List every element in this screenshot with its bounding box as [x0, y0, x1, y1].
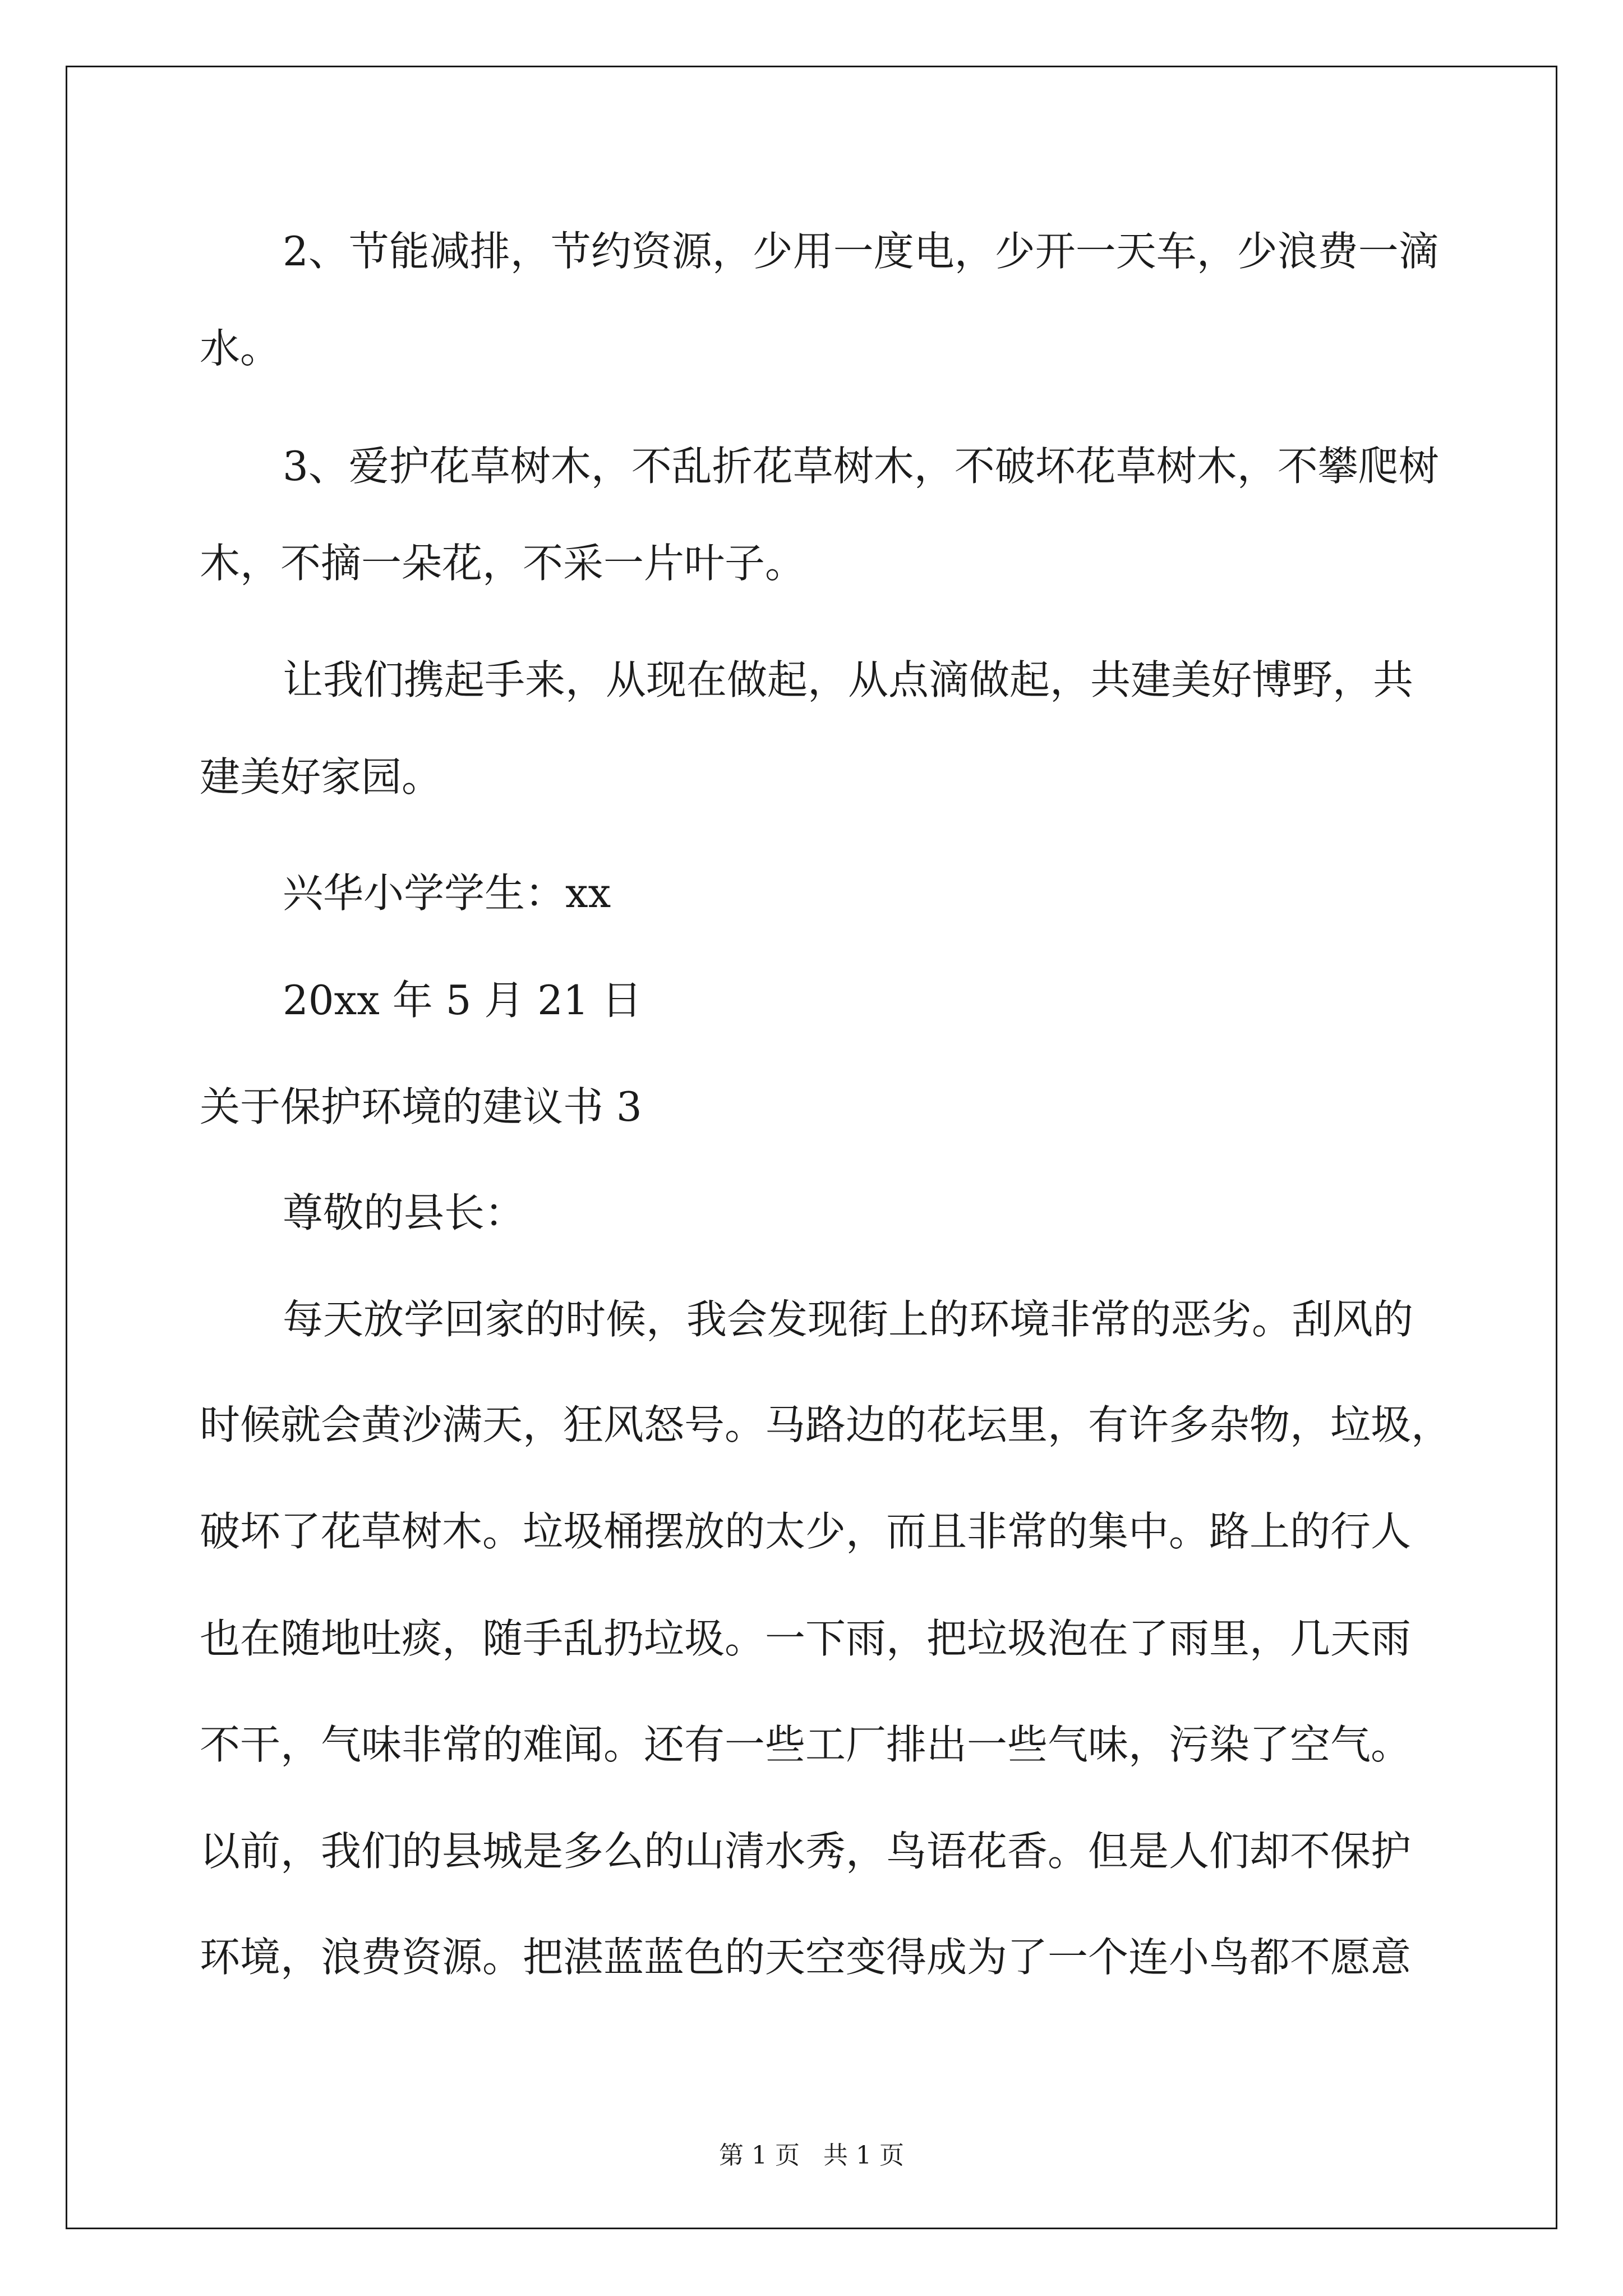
salutation-line: 尊敬的县长：	[283, 1189, 525, 1236]
paragraph-line: 让我们携起手来，从现在做起，从点滴做起，共建美好博野，共	[283, 656, 1414, 703]
paragraph-line: 木，不摘一朵花，不采一片叶子。	[200, 540, 806, 587]
paragraph-line: 水。	[200, 325, 281, 372]
paragraph-line: 时候就会黄沙满天，狂风怒号。马路边的花坛里，有许多杂物，垃圾，	[200, 1401, 1452, 1448]
paragraph-line: 2、节能减排，节约资源，少用一度电，少开一天车，少浪费一滴	[283, 228, 1439, 275]
date-line: 20xx 年 5 月 21 日	[283, 977, 642, 1024]
paragraph-line: 不干，气味非常的难闻。还有一些工厂排出一些气味，污染了空气。	[200, 1721, 1412, 1768]
signature-line: 兴华小学学生：xx	[283, 869, 611, 917]
section-heading: 关于保护环境的建议书 3	[200, 1083, 642, 1130]
paragraph-line: 3、爱护花草树木，不乱折花草树木，不破坏花草树木，不攀爬树	[283, 443, 1439, 490]
paragraph-line: 以前，我们的县城是多么的山清水秀，鸟语花香。但是人们却不保护	[200, 1828, 1412, 1875]
paragraph-line: 破坏了花草树木。垃圾桶摆放的太少，而且非常的集中。路上的行人	[200, 1508, 1412, 1555]
page-border	[66, 66, 1557, 2229]
paragraph-line: 建美好家园。	[200, 753, 442, 800]
paragraph-line: 也在随地吐痰，随手乱扔垃圾。一下雨，把垃圾泡在了雨里，几天雨	[200, 1615, 1412, 1662]
paragraph-line: 环境，浪费资源。把湛蓝蓝色的天空变得成为了一个连小鸟都不愿意	[200, 1934, 1412, 1981]
page-number-footer: 第 1 页 共 1 页	[719, 2141, 904, 2170]
paragraph-line: 每天放学回家的时候，我会发现街上的环境非常的恶劣。刮风的	[283, 1296, 1414, 1343]
